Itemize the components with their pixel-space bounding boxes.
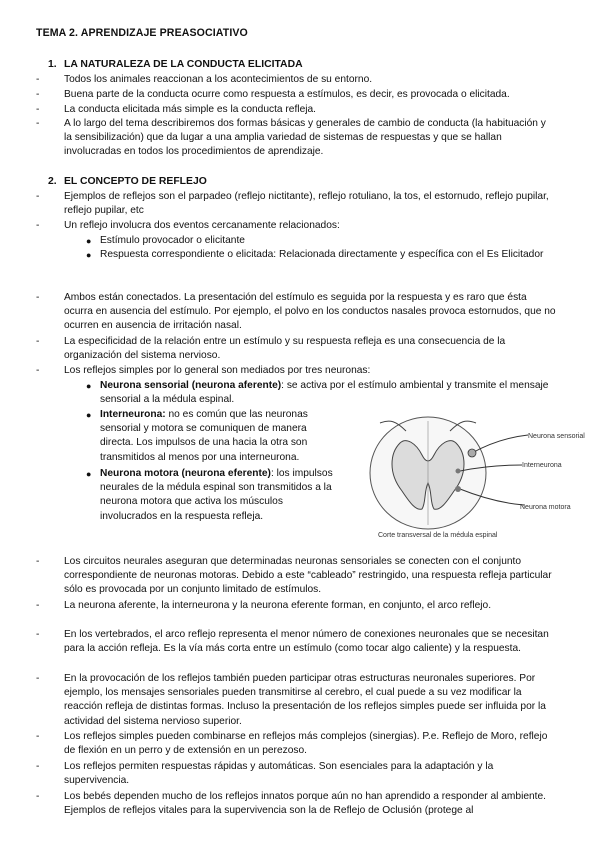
neuron-desc: : los impulsos neurales de la médula espinal son transmitidos a la neurona motora que activa los músculos involucrados en la respuesta refleja. — [100, 468, 333, 522]
spinal-cord-diagram — [360, 413, 585, 541]
neuron-item: ● Interneurona: no es común que las neuronas sensorial y motora se comuniquen de manera directa. Los impulsos de una hacia la otra son transmitidos al menos por una interneurona. — [86, 409, 308, 463]
event-item: ● Estímulo provocador o elicitante — [86, 235, 245, 246]
section-2-title: EL CONCEPTO DE REFLEJO — [64, 176, 207, 187]
figure-caption: Corte transversal de la médula espinal — [378, 532, 498, 539]
neuron-term: Neurona motora (neurona eferente) — [100, 468, 271, 479]
list-item: - Los reflejos simples por lo general son mediados por tres neuronas: — [36, 365, 371, 376]
document-title: TEMA 2. APRENDIZAJE PREASOCIATIVO — [36, 27, 248, 39]
neuron-item: ● Neurona sensorial (neurona aferente): se activa por el estímulo ambiental y transmite el mensaje sensorial a la médula espinal. — [86, 380, 549, 406]
section-1-number: 1. — [48, 59, 57, 70]
list-item: - La neurona aferente, la interneurona y la neurona eferente forman, en conjunto, el arco reflejo. — [36, 600, 492, 611]
label-motor-neuron: Neurona motora — [520, 504, 571, 511]
neuron-item: ● Neurona motora (neurona eferente): los impulsos neurales de la médula espinal son transmitidos a la neurona motora que activa los músculos involucrados en la respuesta refleja. — [86, 468, 333, 522]
list-item: - Los circuitos neurales aseguran que determinadas neuronas sensoriales se conecten con el conjunto correspondiente de neuronas motoras. Debido a este “cableado” restringido, una respuesta refleja particular sólo es provocada por un conjunto limitado de estímulos. — [36, 556, 552, 596]
neuron-desc: : se activa por el estímulo ambiental y transmite el mensaje sensorial a la médula espinal. — [100, 380, 549, 406]
list-item: - Ambos están conectados. La presentación del estímulo es seguida por la respuesta y es raro que ésta ocurra en ausencia del estímulo. Por ejemplo, el polvo en los conductos nasales provoca estornudos, que no ocurren en ausencia de irritación nasal. — [36, 292, 556, 332]
spinal-cord-figure — [360, 413, 585, 541]
neuron-desc: no es común que las neuronas sensorial y motora se comuniquen de manera directa. Los impulsos de una hacia la otra son transmitidos al menos por una interneurona. — [100, 409, 308, 463]
section-1-title: LA NATURALEZA DE LA CONDUCTA ELICITADA — [64, 59, 303, 70]
list-item: - Todos los animales reaccionan a los acontecimientos de su entorno. — [36, 74, 373, 85]
list-item: - Los reflejos simples pueden combinarse en reflejos más complejos (sinergias). P.e. Reflejo de Moro, reflejo de flexión en un perro y de extensión en un perezoso. — [36, 731, 548, 757]
neuron-term: Neurona sensorial (neurona aferente) — [100, 380, 282, 391]
neuron-term: Interneurona: — [100, 409, 166, 420]
sensory-ganglion — [468, 449, 476, 457]
label-interneuron: Interneurona — [522, 462, 562, 469]
motor-soma — [455, 486, 461, 492]
list-item: - En la provocación de los reflejos también pueden participar otras estructuras neuronales superiores. Por ejemplo, los mensajes sensoriales pueden transmitirse al cerebro, el cual puede a su vez modificar la reacción refleja de distintas formas. Incluso la presentación de los reflejos simples puede ser influida por la actividad del sistema nervioso superior. — [36, 673, 546, 727]
list-item: - A lo largo del tema describiremos dos formas básicas y generales de cambio de conducta (la habituación y la sensibilización) que da lugar a una amplia variedad de sistemas de respuestas y que se hallan involucradas en todos los procedimientos de aprendizaje. — [36, 118, 546, 158]
section-1-heading — [48, 58, 303, 72]
list-item: - Los reflejos permiten respuestas rápidas y automáticas. Son esenciales para la adaptación y la supervivencia. — [36, 761, 494, 787]
inter-soma — [456, 469, 461, 474]
list-item: - Buena parte de la conducta ocurre como respuesta a estímulos, es decir, es provocada o elicitada. — [36, 89, 510, 100]
list-item: - En los vertebrados, el arco reflejo representa el menor número de conexiones neuronales que se necesitan para la acción refleja. Es la vía más corta entre un estímulo (como tocar algo caliente) y la respuesta. — [36, 629, 549, 655]
list-item: - Los bebés dependen mucho de los reflejos innatos porque aún no han aprendido a responder al ambiente. Ejemplos de reflejos vitales para la supervivencia son la de Reflejo de Oclusión (protege al — [36, 791, 546, 817]
list-item: - La conducta elicitada más simple es la conducta refleja. — [36, 104, 316, 115]
label-sensory-neuron: Neurona sensorial — [528, 433, 585, 440]
list-item: - Un reflejo involucra dos eventos cercanamente relacionados: — [36, 220, 340, 231]
event-item: ● Respuesta correspondiente o elicitada: Relacionada directamente y específica con el Es Elicitador — [86, 249, 544, 260]
section-2-heading — [48, 175, 207, 189]
list-item: - La especificidad de la relación entre un estímulo y su respuesta refleja es una consecuencia de la organización del sistema nervioso. — [36, 336, 506, 362]
section-2-number: 2. — [48, 176, 57, 187]
list-item: - Ejemplos de reflejos son el parpadeo (reflejo nictitante), reflejo rotuliano, la tos, el estornudo, reflejo pupilar, reflejo pupilar, etc — [36, 191, 549, 217]
